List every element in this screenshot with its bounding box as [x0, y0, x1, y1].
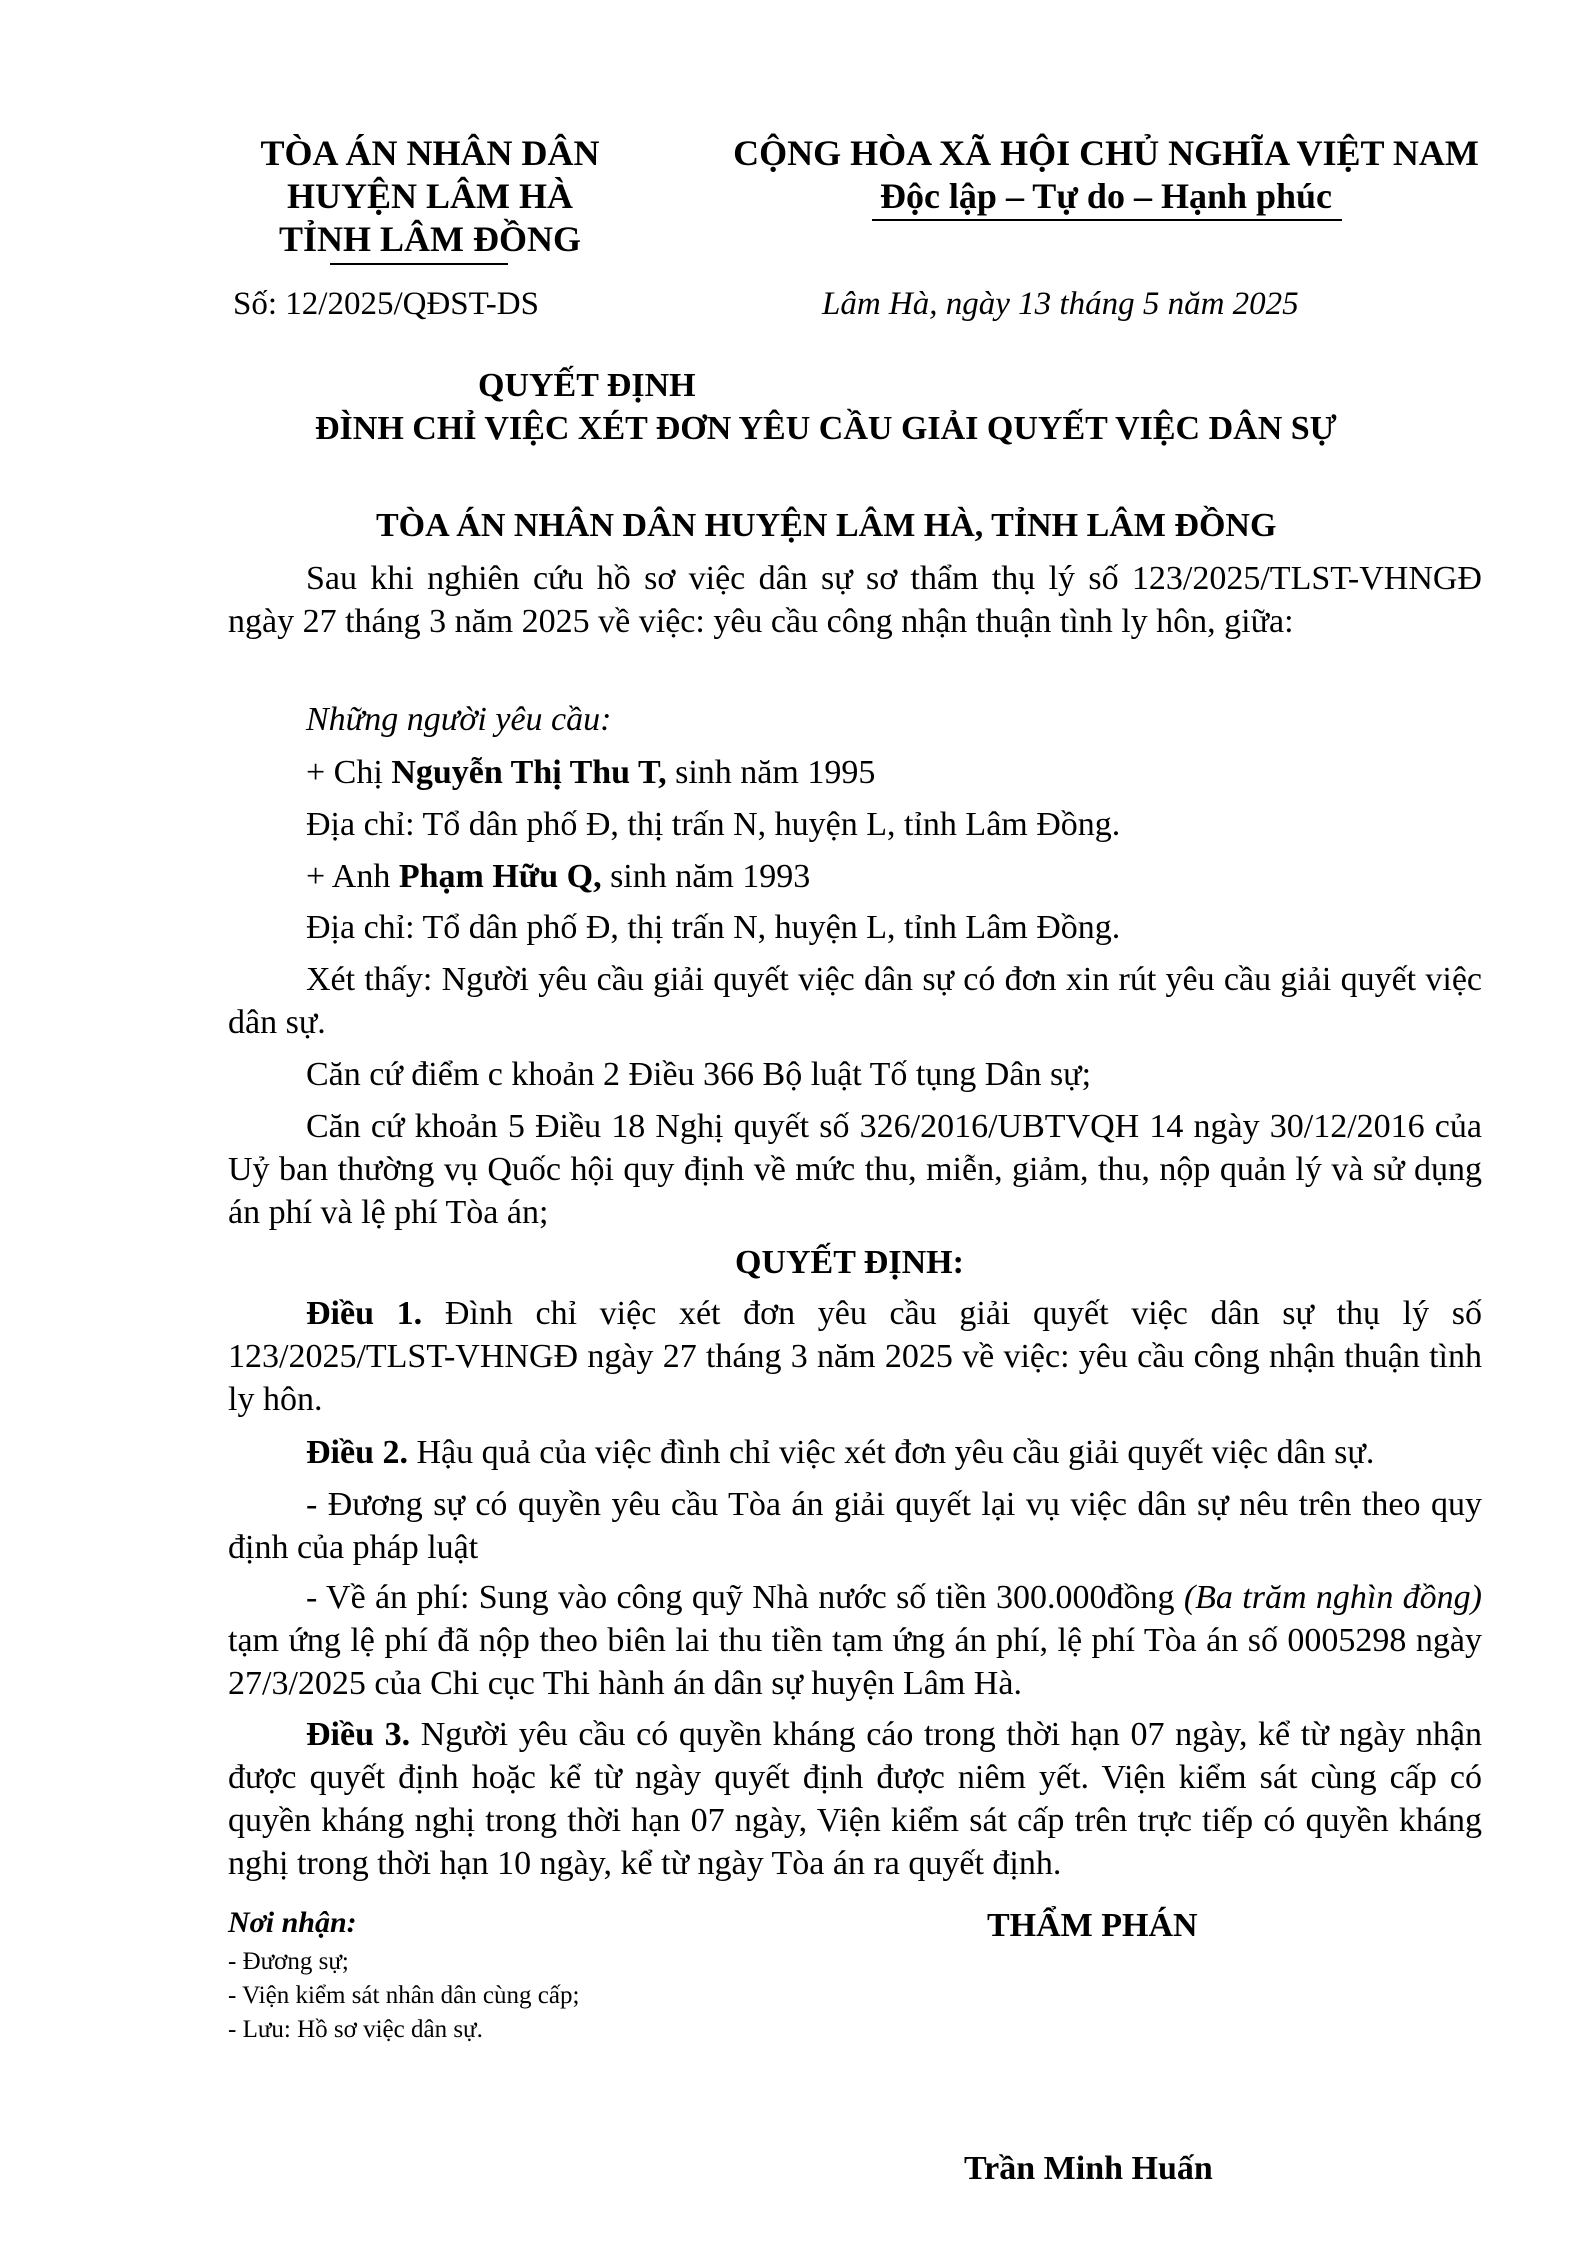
legal-basis-1: Căn cứ điểm c khoản 2 Điều 366 Bộ luật Tố tụng Dân sự;: [306, 1056, 1092, 1093]
requester-1-name: Nguyễn Thị Thu T,: [391, 754, 667, 791]
national-title: CỘNG HÒA XÃ HỘI CHỦ NGHĨA VIỆT NAM: [733, 133, 1479, 173]
requester-1: [306, 751, 875, 794]
finding-paragraph: Xét thấy: Người yêu cầu giải quyết việc dân sự có đơn xin rút yêu cầu giải quyết việc dân sự.: [228, 961, 1482, 1041]
requester-2-birth: sinh năm 1993: [601, 858, 811, 895]
article-2-item-1: - Đương sự có quyền yêu cầu Tòa án giải quyết lại vụ việc dân sự nêu trên theo quy định của pháp luật: [228, 1486, 1482, 1566]
article-3-label: Điều 3.: [306, 1716, 411, 1753]
court-line-2: HUYỆN LÂM HÀ: [287, 176, 573, 217]
fee-text-a: - Về án phí: Sung vào công quỹ Nhà nước số tiền 300.000đồng: [306, 1579, 1184, 1616]
requester-1-address: Địa chỉ: Tổ dân phố Đ, thị trấn N, huyện L, tỉnh Lâm Đồng.: [306, 806, 1121, 843]
judge-title: THẨM PHÁN: [987, 1907, 1198, 1944]
recipient-item: - Lưu: Hồ sơ việc dân sự.: [228, 2016, 483, 2043]
court-heading: TÒA ÁN NHÂN DÂN HUYỆN LÂM HÀ, TỈNH LÂM ĐỒNG: [376, 507, 1277, 544]
requester-2-address: Địa chỉ: Tổ dân phố Đ, thị trấn N, huyện L, tỉnh Lâm Đồng.: [306, 909, 1121, 946]
national-motto: Độc lập – Tự do – Hạnh phúc: [879, 176, 1333, 216]
article-2-label: Điều 2.: [306, 1434, 408, 1471]
judge-name: Trần Minh Huấn: [964, 2150, 1213, 2187]
fee-text-words: (Ba trăm nghìn đồng): [1183, 1579, 1482, 1616]
article-1-text: Đình chỉ việc xét đơn yêu cầu giải quyết việc dân sự thụ lý số 123/2025/TLST-VHNGĐ ngày 27 tháng 3 năm 2025 về việc: yêu cầu công nhận thuận tình ly hôn.: [228, 1295, 1483, 1418]
recipient-item: - Viện kiểm sát nhân dân cùng cấp;: [228, 1982, 580, 2009]
decision-number: Số: 12/2025/QĐST-DS: [233, 286, 539, 322]
article-1: [228, 1292, 1482, 1421]
requester-2-name: Phạm Hữu Q,: [398, 858, 602, 895]
article-1-label: Điều 1.: [306, 1295, 423, 1332]
article-2-text: Hậu quả của việc đình chỉ việc xét đơn yêu cầu giải quyết việc dân sự.: [408, 1434, 1375, 1471]
fee-text-c: tạm ứng lệ phí đã nộp theo biên lai thu tiền tạm ứng án phí, lệ phí Tòa án số 0005298 ngày 27/3/2025 của Chi cục Thi hành án dân sự huyện Lâm Hà.: [228, 1622, 1482, 1702]
place-date: Lâm Hà, ngày 13 tháng 5 năm 2025: [822, 286, 1299, 322]
requester-2-prefix: + Anh: [306, 858, 399, 895]
article-3-text: Người yêu cầu có quyền kháng cáo trong thời hạn 07 ngày, kể từ ngày nhận được quyết định hoặc kể từ ngày quyết định được niêm yết. Viện kiểm sát cùng cấp có quyền kháng nghị trong thời hạn 07 ngày, Viện kiểm sát cấp trên trực tiếp có quyền kháng nghị trong thời hạn 10 ngày, kể từ ngày Tòa án ra quyết định.: [228, 1716, 1482, 1882]
requester-1-birth: sinh năm 1995: [666, 754, 876, 791]
court-underline: [330, 263, 508, 265]
intro-paragraph: Sau khi nghiên cứu hồ sơ việc dân sự sơ thẩm thụ lý số 123/2025/TLST-VHNGĐ ngày 27 tháng 3 năm 2025 về việc: yêu cầu công nhận thuận tình ly hôn, giữa:: [228, 560, 1482, 640]
legal-basis-2: Căn cứ khoản 5 Điều 18 Nghị quyết số 326/2016/UBTVQH 14 ngày 30/12/2016 của Uỷ ban thường vụ Quốc hội quy định về mức thu, miễn, giảm, thu, nộp quản lý và sử dụng án phí và lệ phí Tòa án;: [228, 1108, 1482, 1231]
requester-1-prefix: + Chị: [306, 754, 392, 791]
court-line-1: TÒA ÁN NHÂN DÂN: [260, 133, 600, 173]
court-line-3: TỈNH LÂM ĐỒNG: [278, 219, 581, 260]
document-title: QUYẾT ĐỊNH: [478, 367, 696, 404]
requester-2: [306, 855, 810, 898]
requesters-label: Những người yêu cầu:: [306, 701, 612, 738]
article-2-item-2: [228, 1576, 1482, 1705]
article-2: [228, 1431, 1482, 1474]
article-3: [228, 1713, 1482, 1885]
decision-heading: QUYẾT ĐỊNH:: [735, 1244, 964, 1281]
recipient-item: - Đương sự;: [228, 1948, 349, 1975]
motto-underline: [872, 219, 1342, 221]
recipients-label: Nơi nhận:: [228, 1906, 357, 1939]
court-name-header: [200, 132, 660, 262]
document-subtitle: ĐÌNH CHỈ VIỆC XÉT ĐƠN YÊU CẦU GIẢI QUYẾT VIỆC DÂN SỰ: [315, 410, 1337, 447]
